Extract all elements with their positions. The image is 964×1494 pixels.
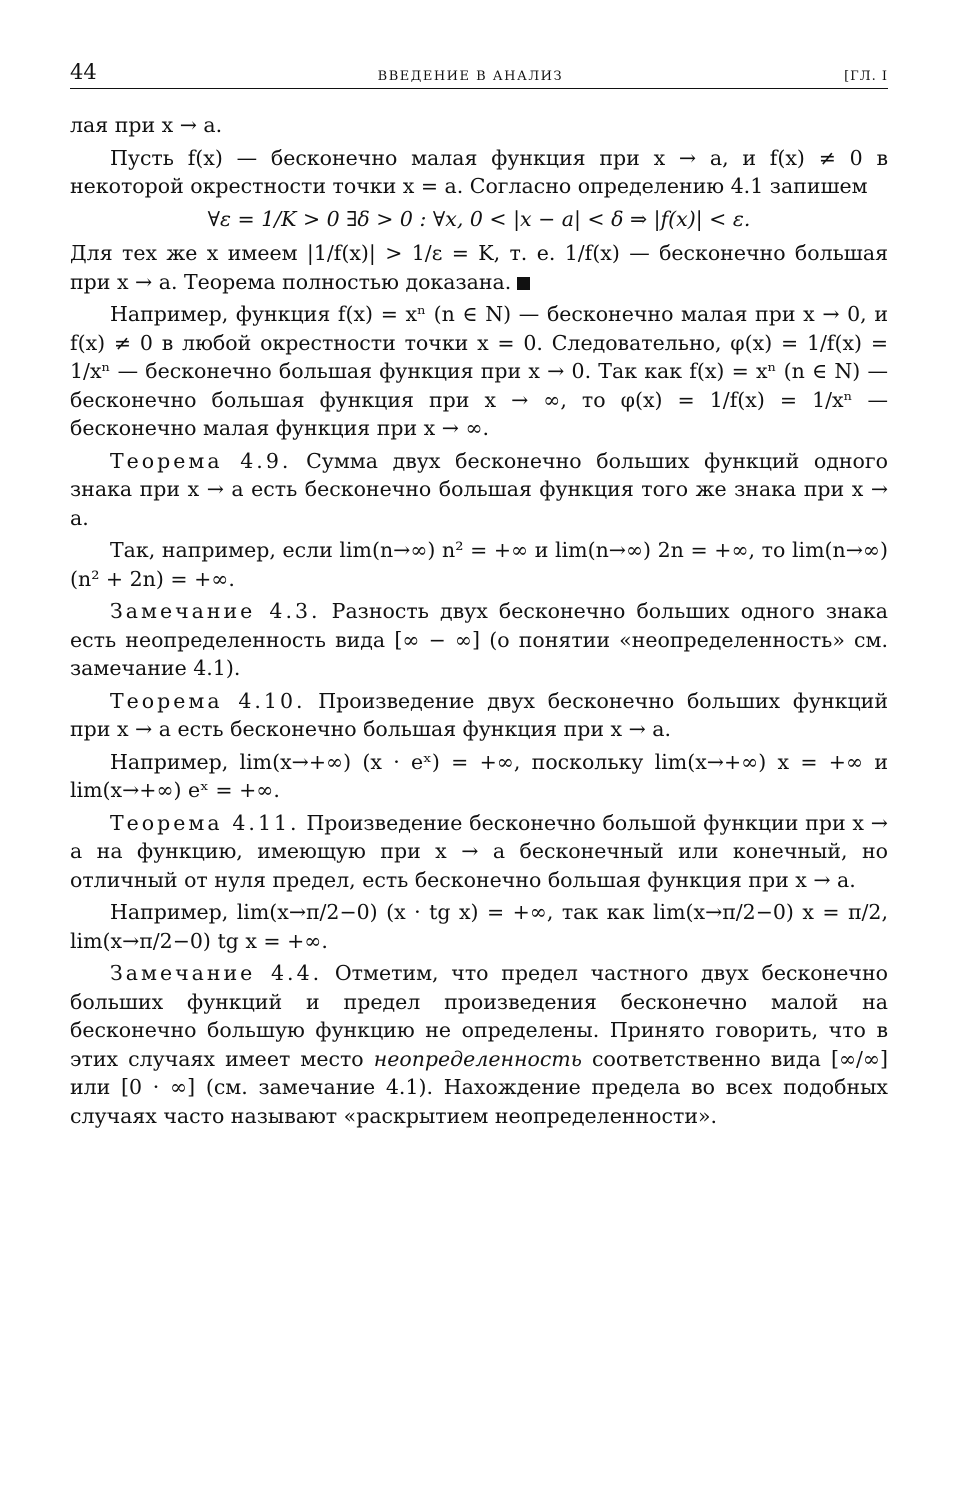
formula-epsilon-delta: ∀ε = 1/K > 0 ∃δ > 0 : ∀x, 0 < |x − a| < δ ⇒ |f(x)| < ε.: [207, 206, 751, 231]
proof-end-text: Для тех же x имеем |1/f(x)| > 1/ε = K, т. е. 1/f(x) — бесконечно большая при x → a. Теорема полностью доказана.: [70, 241, 888, 294]
remark-4-3-text: Разность двух бесконечно больших одного знака есть неопределенность вида [∞ − ∞] (о понятии «неопределенность» см. замечание 4.1).: [70, 599, 888, 680]
paragraph-example-2: Так, например, если lim(n→∞) n² = +∞ и lim(n→∞) 2n = +∞, то lim(n→∞) (n² + 2n) = +∞.: [70, 538, 888, 591]
paragraph-proof-end: [70, 239, 888, 296]
theorem-4-11-label: Теорема 4.11.: [110, 810, 300, 835]
remark-4-3: [70, 597, 888, 683]
remark-4-4-text-b: соответственно вида [∞/∞] или [0 · ∞] (см. замечание 4.1). Нахождение предела во всех подобных случаях часто называют «раскрытием неопределенности».: [70, 1046, 889, 1128]
theorem-4-9-label: Теорема 4.9.: [110, 448, 292, 473]
page-number: 44: [70, 60, 97, 84]
chapter-label: [ГЛ. I: [844, 69, 888, 84]
paragraph-proof-start: Пусть f(x) — бесконечно малая функция при x → a, и f(x) ≠ 0 в некоторой окрестности точки x = a. Согласно определению 4.1 запишем: [70, 145, 888, 198]
running-header: [70, 60, 888, 89]
paragraph-example-4: Например, lim(x→π/2−0) (x · tg x) = +∞, так как lim(x→π/2−0) x = π/2, lim(x→π/2−0) tg x = +∞.: [70, 900, 888, 953]
remark-4-4-label: Замечание 4.4.: [110, 961, 323, 985]
theorem-4-9-text: Сумма двух бесконечно больших функций одного знака при x → a есть бесконечно большая функция того же знака при x → a.: [70, 448, 888, 530]
remark-4-4-text-a: Отметим, что предел частного двух бесконечно больших функций и предел произведения бесконечно малой на бесконечно большую функцию не определены. Принято говорить, что в этих случаях имеет место: [70, 961, 888, 1071]
remark-4-4: [70, 959, 888, 1130]
running-title: ВВЕДЕНИЕ В АНАЛИЗ: [377, 69, 564, 84]
theorem-4-11: [70, 809, 888, 895]
remark-4-4-emphasis: неопределенность: [373, 1046, 582, 1071]
book-page: [70, 60, 888, 1134]
paragraph-example-3: Например, lim(x→+∞) (x · eˣ) = +∞, поскольку lim(x→+∞) x = +∞ и lim(x→+∞) eˣ = +∞.: [70, 749, 888, 802]
theorem-4-10-text: Произведение двух бесконечно больших функций при x → a есть бесконечно большая функция при x → a.: [70, 688, 888, 741]
page-body: [70, 111, 888, 1130]
theorem-4-10: [70, 687, 888, 744]
theorem-4-11-text: Произведение бесконечно большой функции при x → a на функцию, имеющую при x → a бесконечный или конечный, но отличный от нуля предел, есть бесконечно большая функция при x → a.: [70, 810, 888, 892]
qed-square-icon: [517, 277, 530, 290]
theorem-4-9: [70, 447, 888, 533]
theorem-4-10-label: Теорема 4.10.: [110, 688, 306, 713]
paragraph-continuation: лая при x → a.: [70, 113, 223, 137]
paragraph-example-1: Например, функция f(x) = xⁿ (n ∈ N) — бесконечно малая при x → 0, и f(x) ≠ 0 в любой окрестности точки x = 0. Следовательно, φ(x) = 1/f(x) = 1/xⁿ — бесконечно большая функция при x → 0. Так как f(x) = xⁿ (n ∈ N) — бесконечно большая функция при x → ∞, то φ(x) = 1/f(x) = 1/xⁿ — бесконечно малая функция при x → ∞.: [70, 302, 888, 440]
remark-4-3-label: Замечание 4.3.: [110, 599, 321, 623]
